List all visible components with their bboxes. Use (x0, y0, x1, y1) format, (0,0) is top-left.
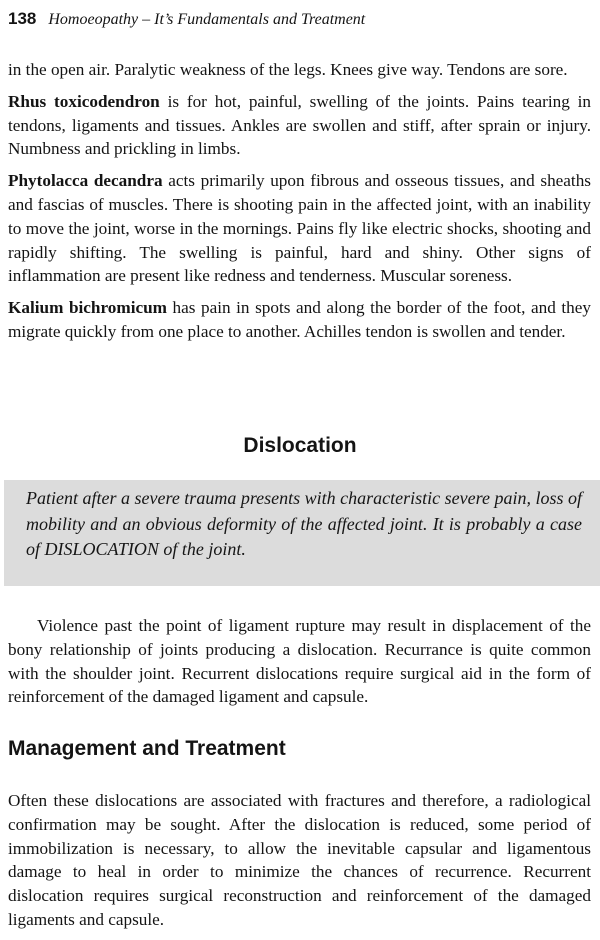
remedies-section (8, 58, 591, 352)
dislocation-heading: Dislocation (243, 434, 357, 457)
management-body (8, 789, 591, 940)
management-paragraph: Often these dislocations are associated with fractures and therefore, a radiological confirmation may be sought. After the dislocation is reduced, some period of immobilization is necessary, to allow the inevitable capsular and ligamentous damage to heal in order to minimize the chances of recurrence. Recurrent dislocation requires surgical reconstruction and reinforcement of the damaged ligaments and capsule. (8, 791, 591, 929)
remedy-name: Phytolacca decandra (8, 171, 163, 191)
remedy-paragraph (8, 90, 591, 161)
dislocation-paragraph: Violence past the point of ligament rupture may result in displacement of the bony relationship of joints producing a dislocation. Recurrance is quite common with the shoulder joint. Recurrent dislocations require surgical aid in the form of reinforcement of the damaged ligament and capsule. (8, 616, 591, 707)
running-header (8, 8, 592, 31)
remedy-paragraph (8, 169, 591, 288)
remedy-text: is for hot, painful, swelling of the joints. Pains tearing in tendons, ligaments and tissues. Ankles are swollen and stiff, after sprain or injury. Numbness and prickling in limbs. (8, 91, 591, 159)
page-number: 138 (8, 9, 37, 28)
book-title: Homoeopathy – It’s Fundamentals and Treatment (48, 11, 366, 28)
case-box-text: Patient after a severe trauma presents with characteristic severe pain, loss of mobility and an obvious deformity of the affected joint. It is probably a case of DISLOCATION of the joint. (26, 488, 582, 559)
dislocation-body (8, 614, 591, 717)
management-heading: Management and Treatment (8, 737, 286, 760)
intro-paragraph: in the open air. Paralytic weakness of the legs. Knees give way. Tendons are sore. (8, 60, 568, 79)
remedy-text: has pain in spots and along the border of the foot, and they migrate quickly from one place to another. Achilles tendon is swollen and tender. (8, 298, 591, 341)
remedy-name: Kalium bichromicum (8, 298, 167, 318)
remedy-name: Rhus toxicodendron (8, 91, 160, 111)
remedy-paragraph (8, 296, 591, 344)
remedy-text: acts primarily upon fibrous and osseous tissues, and sheaths and fascias of muscles. There is shooting pain in the affected joint, with an inability to move the joint, worse in the mornings. Pains fly like electric shocks, shooting and rapidly shifting. The swelling is painful, hard and shiny. Other signs of inflammation are present like redness and tenderness. Muscular soreness. (8, 171, 591, 286)
